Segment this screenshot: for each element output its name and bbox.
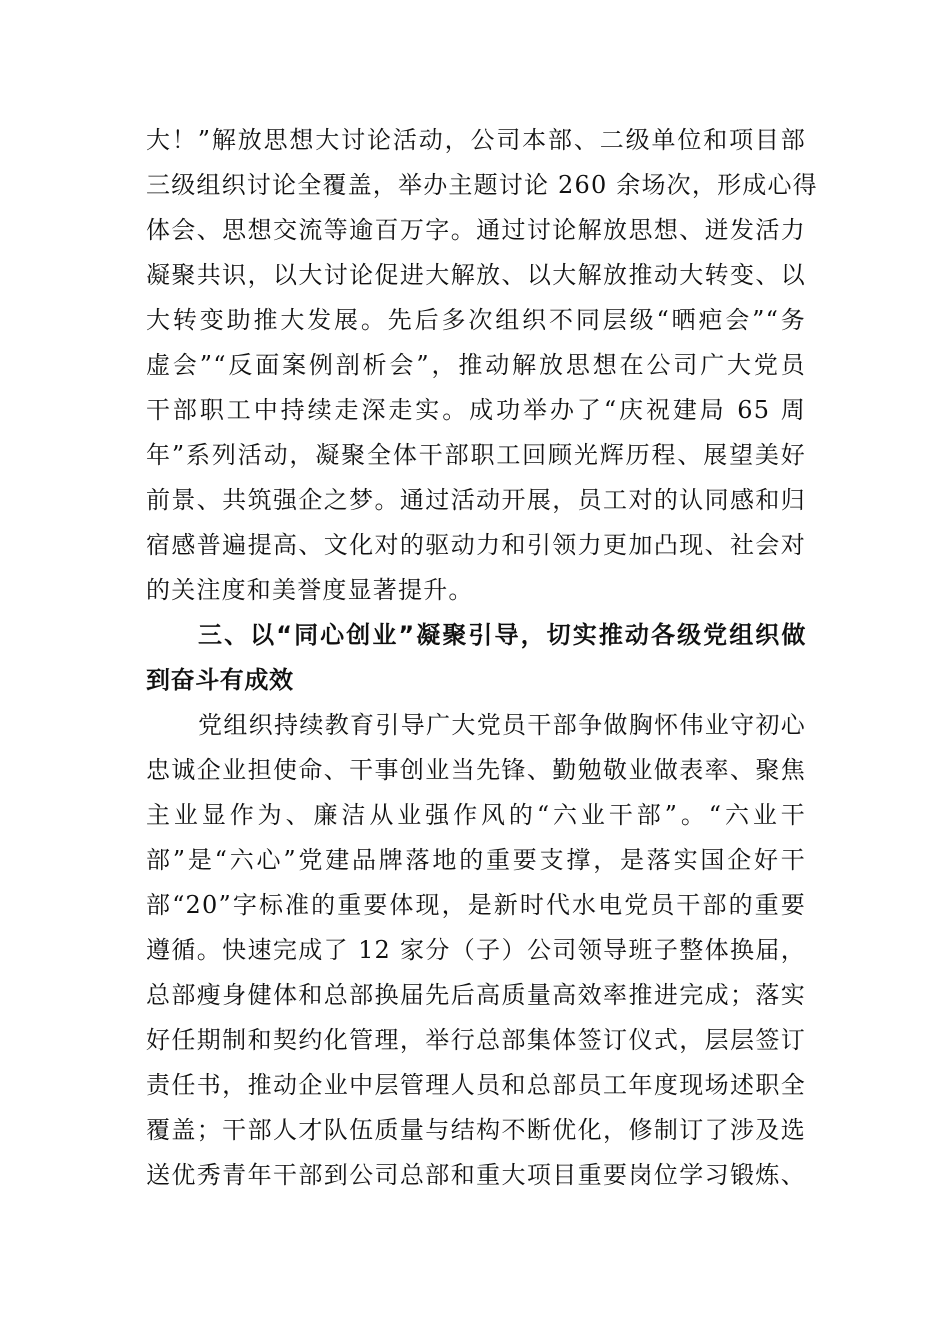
paragraph-1 xyxy=(146,118,818,613)
paragraph-line: 凝聚共识，以大讨论促进大解放、以大解放推动大转变、以 xyxy=(146,261,806,289)
paragraph-line: 的关注度和美誉度显著提升。 xyxy=(146,576,474,604)
paragraph-line: 宿感普遍提高、文化对的驱动力和引领力更加凸现、社会对 xyxy=(146,531,806,559)
section-heading xyxy=(146,613,806,703)
paragraph-line: 大！”解放思想大讨论活动，公司本部、二级单位和项目部 xyxy=(146,126,806,154)
paragraph-line: 党组织持续教育引导广大党员干部争做胸怀伟业守初心 xyxy=(198,711,806,739)
paragraph-line: 体会、思想交流等逾百万字。通过讨论解放思想、迸发活力 xyxy=(146,216,806,244)
paragraph-line: 覆盖；干部人才队伍质量与结构不断优化，修制订了涉及选 xyxy=(146,1116,806,1144)
heading-line: 三、以“同心创业”凝聚引导，切实推动各级党组织做 xyxy=(198,621,806,649)
paragraph-line: 虚会”“反面案例剖析会”，推动解放思想在公司广大党员 xyxy=(146,351,806,379)
paragraph-line: 送优秀青年干部到公司总部和重大项目重要岗位学习锻炼、 xyxy=(146,1161,806,1189)
paragraph-line: 遵循。快速完成了 12 家分（子）公司领导班子整体换届， xyxy=(146,936,806,964)
paragraph-line: 部”是“六心”党建品牌落地的重要支撑，是落实国企好干 xyxy=(146,846,806,874)
paragraph-line: 三级组织讨论全覆盖，举办主题讨论 260 余场次，形成心得 xyxy=(146,171,818,199)
paragraph-line: 忠诚企业担使命、干事创业当先锋、勤勉敬业做表率、聚焦 xyxy=(146,756,806,784)
paragraph-line: 干部职工中持续走深走实。成功举办了“庆祝建局 65 周 xyxy=(146,396,806,424)
paragraph-line: 责任书，推动企业中层管理人员和总部员工年度现场述职全 xyxy=(146,1071,806,1099)
paragraph-line: 部“20”字标准的重要体现，是新时代水电党员干部的重要 xyxy=(146,891,806,919)
paragraph-line: 前景、共筑强企之梦。通过活动开展，员工对的认同感和归 xyxy=(146,486,806,514)
paragraph-2 xyxy=(146,703,806,1198)
paragraph-line: 总部瘦身健体和总部换届先后高质量高效率推进完成；落实 xyxy=(146,981,806,1009)
heading-line: 到奋斗有成效 xyxy=(146,666,294,694)
paragraph-line: 年”系列活动，凝聚全体干部职工回顾光辉历程、展望美好 xyxy=(146,441,806,469)
paragraph-line: 大转变助推大发展。先后多次组织不同层级“晒疤会”“务 xyxy=(146,306,806,334)
paragraph-line: 好任期制和契约化管理，举行总部集体签订仪式，层层签订 xyxy=(146,1026,806,1054)
paragraph-line: 主业显作为、廉洁从业强作风的“六业干部”。“六业干 xyxy=(146,801,806,829)
